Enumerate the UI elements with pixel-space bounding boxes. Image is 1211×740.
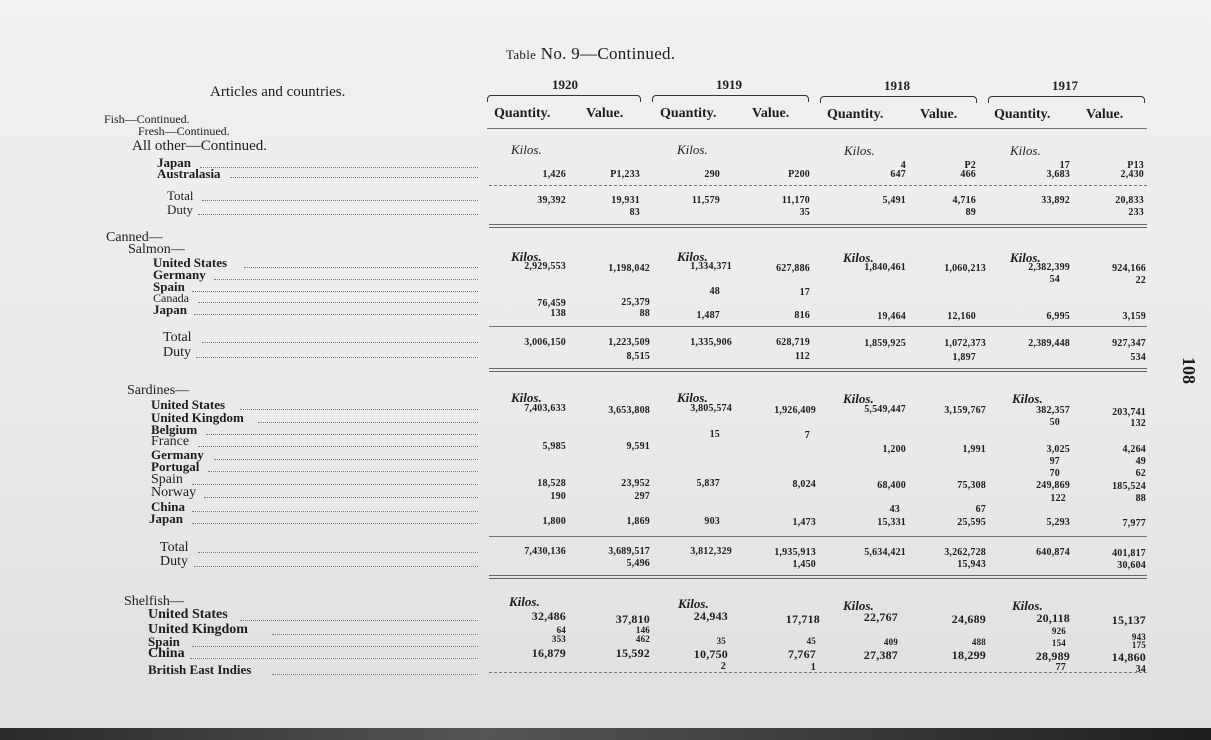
cell: 924,166 [1112,263,1146,274]
cell: 146 [635,625,650,635]
unit-1918: Kilos. [844,143,875,158]
cell: 8,024 [792,479,816,490]
unit-1917: Kilos. [1010,143,1041,158]
leader-dots [244,267,478,268]
cell: 15,943 [957,559,986,570]
cell: 15,137 [1111,613,1146,627]
cell: 154 [1051,638,1066,648]
cell: 54 [1049,274,1060,285]
total-double-rule [489,575,1147,579]
cell: 2 [720,661,726,672]
cell: 28,989 [1035,649,1070,663]
row-label: Australasia [157,166,221,181]
cell: 1,200 [882,444,906,455]
cell: 816 [794,310,810,321]
cell: P2 [964,160,976,171]
cell: 6,995 [1046,311,1070,322]
row-label: Spain [153,279,185,294]
unit-1919: Kilos. [678,596,709,611]
cell: 34 [1135,664,1146,675]
leader-dots [190,658,478,659]
col-quantity-1920: Quantity. [494,106,551,121]
row-label: Portugal [151,459,200,474]
title-main: No. 9—Continued. [536,44,676,63]
cell: 17 [1059,160,1070,171]
row-label: Belgium [151,422,198,437]
col-quantity-1917: Quantity. [994,107,1051,122]
cell: 10,750 [693,647,728,661]
cell: 138 [550,308,566,319]
section-all-other: All other—Continued. [132,138,267,154]
year-1920: 1920 [552,77,578,92]
leader-dots [198,302,478,303]
cell: 67 [975,504,986,515]
cell: 97 [1049,456,1060,467]
unit-1920: Kilos. [511,390,542,405]
section-shellfish: Shelfish— [124,594,184,609]
leader-dots [200,167,478,168]
year-1919: 1919 [716,77,742,92]
section-fish: Fish—Continued. [104,112,190,126]
leader-dots [214,279,478,280]
row-label: Norway [151,485,197,500]
cell: 19,464 [877,311,906,322]
cell: 49 [1135,456,1146,467]
leader-dots [192,646,478,647]
cell: 1,800 [542,516,566,527]
cell: 9,591 [626,441,650,452]
cell: 1,334,371 [690,261,732,272]
cell: P1,233 [610,169,640,180]
cell: 17,718 [785,612,820,626]
cell: 1,335,906 [690,337,732,348]
cell: 647 [890,169,906,180]
leader-dots [240,620,478,621]
year-1918: 1918 [884,78,910,93]
cell: 15 [709,429,720,440]
leader-dots [272,674,478,675]
cell: 1,473 [792,517,816,528]
cell: 16,879 [531,646,566,660]
cell: 1,840,461 [864,262,906,273]
cell: 2,389,448 [1028,338,1070,349]
cell: 11,579 [691,195,720,206]
cell: 3,006,150 [524,337,566,348]
cell: 3,262,728 [944,547,986,558]
cell: 1,926,409 [774,405,816,416]
cell: 88 [1135,493,1146,504]
col-quantity-1919: Quantity. [660,106,717,121]
cell: 233 [1128,207,1144,218]
cell: 132 [1130,418,1146,429]
page-number: 108 [1179,357,1199,384]
brace-1920 [487,95,641,102]
cell: 35 [799,207,810,218]
leader-dots [196,357,478,358]
cell: 5,985 [542,441,566,452]
cell: 89 [965,207,976,218]
cell: 62 [1135,468,1146,479]
leader-dots [208,471,478,472]
row-label: China [151,499,185,514]
unit-1920: Kilos. [509,594,540,609]
cell: 8,515 [626,351,650,362]
cell: 640,874 [1036,547,1070,558]
row-label: Spain [151,472,183,487]
section-canned: Canned— [106,230,163,245]
cell: 1,223,509 [608,337,650,348]
cell: 1,198,042 [608,263,650,274]
leader-dots [204,497,478,498]
cell: 45 [806,636,816,646]
cell: 297 [634,491,650,502]
row-label: Germany [151,447,204,462]
scan-edge [0,728,1211,740]
cell: 43 [889,504,900,515]
row-label: China [148,646,185,661]
cell: 22,767 [863,610,898,624]
cell: 37,810 [615,612,650,626]
cell: 7,977 [1122,518,1146,529]
brace-1918 [820,96,977,103]
col-value-1920: Value. [586,106,624,121]
cell: 5,491 [882,195,906,206]
cell: 5,293 [1046,517,1070,528]
cell: 32,486 [531,609,566,623]
cell: 50 [1049,417,1060,428]
cell: 1,935,913 [774,547,816,558]
cell: 15,592 [615,646,650,660]
unit-1919: Kilos. [677,249,708,264]
section-fresh: Fresh—Continued. [138,124,230,138]
cell: 17 [799,287,810,298]
cell: 190 [550,491,566,502]
cell: 25,379 [621,297,650,308]
brace-1919 [652,95,809,102]
cell: 122 [1050,493,1066,504]
unit-1919: Kilos. [677,390,708,405]
cell: 64 [556,625,566,635]
cell: 534 [1130,352,1146,363]
cell: 3,812,329 [690,546,732,557]
row-label: United States [151,397,226,412]
unit-1917: Kilos. [1010,250,1041,265]
cell: 488 [971,637,986,647]
row-label: Japan [153,302,187,317]
cell: 3,805,574 [690,403,732,414]
cell: 1,897 [952,352,976,363]
cell: 11,170 [781,195,810,206]
leader-dots [192,523,478,524]
bottom-rule [489,672,1147,673]
cell: 409 [883,637,898,647]
section-salmon: Salmon— [128,242,185,257]
year-1917: 1917 [1052,78,1078,93]
cell: 185,524 [1112,481,1146,492]
total-double-rule [489,368,1147,372]
cell: P13 [1127,160,1144,171]
cell: 3,159,767 [944,405,986,416]
row-label: United States [148,607,228,622]
cell: 76,459 [537,298,566,309]
cell: 926 [1051,626,1066,636]
cell: 22 [1135,275,1146,286]
cell: 5,549,447 [864,404,906,415]
cell: 3,683 [1046,169,1070,180]
cell: 1,060,213 [944,263,986,274]
cell: 1,859,925 [864,338,906,349]
row-label: Total [167,188,194,203]
cell: 1,072,373 [944,338,986,349]
cell: 35 [716,636,726,646]
cell: 1,991 [962,444,986,455]
cell: 382,357 [1036,405,1070,416]
leader-dots [194,314,478,315]
row-label: Total [163,330,192,345]
cell: 27,387 [863,648,898,662]
cell: 1,869 [626,516,650,527]
cell: 7,767 [788,647,816,661]
row-label: United States [153,255,228,270]
cell: 401,817 [1112,548,1146,559]
cell: 15,331 [877,517,906,528]
unit-1918: Kilos. [843,250,874,265]
cell: 23,952 [621,478,650,489]
brace-1917 [988,96,1145,103]
cell: 48 [709,286,720,297]
cell: 33,892 [1041,195,1070,206]
cell: 462 [635,634,650,644]
cell: 249,869 [1036,480,1070,491]
cell: 88 [639,308,650,319]
row-label: France [151,434,190,449]
leader-dots [202,342,478,343]
leader-dots [272,634,478,635]
leader-dots [230,177,478,178]
cell: 1,487 [696,310,720,321]
cell: 3,689,517 [608,546,650,557]
articles-header: Articles and countries. [210,84,346,100]
row-label: United Kingdom [151,410,244,425]
row-label: United Kingdom [148,622,248,637]
row-label: British East Indies [148,662,252,677]
leader-dots [206,434,478,435]
cell: 2,929,553 [524,261,566,272]
cell: 70 [1049,468,1060,479]
leader-dots [258,422,478,423]
cell: 2,430 [1120,169,1144,180]
cell: 927,347 [1112,338,1146,349]
leader-dots [192,484,478,485]
row-label: Japan [157,155,191,170]
cell: 3,159 [1122,311,1146,322]
cell: 68,400 [877,480,906,491]
unit-1918: Kilos. [843,598,874,613]
leader-dots [198,446,478,447]
section-sardines: Sardines— [127,383,190,398]
cell: 112 [794,351,810,362]
cell: 77 [1055,662,1066,673]
cell: 25,595 [957,517,986,528]
cell: 83 [629,207,640,218]
leader-dots [198,214,478,215]
cell: 175 [1131,640,1146,650]
subtotal-rule [489,326,1147,327]
cell: 627,886 [776,263,810,274]
unit-1920: Kilos. [511,249,542,264]
col-quantity-1918: Quantity. [827,107,884,122]
header-rule [487,128,1147,129]
subtotal-rule [489,536,1147,537]
leader-dots [194,566,478,567]
cell: 19,931 [611,195,640,206]
cell: 20,118 [1036,611,1070,625]
cell: 1,450 [792,559,816,570]
cell: 7 [804,430,810,441]
cell: 5,837 [696,478,720,489]
col-value-1919: Value. [752,106,790,121]
cell: 24,943 [693,609,728,623]
cell: 24,689 [951,612,986,626]
title-prefix: Table [506,47,537,62]
cell: 628,719 [776,337,810,348]
row-label: Duty [163,345,191,360]
cell: 75,308 [957,480,986,491]
cell: 30,604 [1117,560,1146,571]
cell: 18,528 [537,478,566,489]
cell: 4,716 [952,195,976,206]
cell: 2,382,399 [1028,262,1070,273]
cell: 203,741 [1112,407,1146,418]
leader-dots [240,409,478,410]
leader-dots [214,459,478,460]
row-label: Japan [149,511,183,526]
col-value-1918: Value. [920,107,958,122]
cell: 943 [1131,632,1146,642]
row-label: Canada [153,291,189,305]
leader-dots [198,552,478,553]
cell: 14,860 [1111,650,1146,664]
leader-dots [192,291,478,292]
cell: 4 [900,160,906,171]
cell: 20,833 [1115,195,1144,206]
col-value-1917: Value. [1086,107,1124,122]
cell: 7,403,633 [524,403,566,414]
unit-1918: Kilos. [843,391,874,406]
unit-1919: Kilos. [677,142,708,157]
unit-1920: Kilos. [511,142,542,157]
cell: 5,496 [626,558,650,569]
cell: 1 [810,662,816,673]
row-label: Duty [160,554,188,569]
cell: 5,634,421 [864,547,906,558]
cell: 903 [704,516,720,527]
cell: 39,392 [537,195,566,206]
table-title [506,44,675,64]
cell: 466 [960,169,976,180]
row-label: Total [160,540,189,555]
cell: 4,264 [1122,444,1146,455]
cell: 290 [704,169,720,180]
unit-1917: Kilos. [1012,598,1043,613]
cell: P200 [788,169,810,180]
subtotal-rule [489,185,1147,186]
cell: 3,025 [1046,444,1070,455]
cell: 3,653,808 [608,405,650,416]
cell: 1,426 [542,169,566,180]
row-label: Duty [167,202,193,217]
unit-1917: Kilos. [1012,391,1043,406]
cell: 12,160 [947,311,976,322]
total-double-rule [489,224,1147,228]
cell: 18,299 [951,648,986,662]
cell: 353 [551,634,566,644]
leader-dots [202,200,478,201]
cell: 7,430,136 [524,546,566,557]
leader-dots [192,511,478,512]
row-label: Germany [153,267,206,282]
row-label: Spain [148,634,180,649]
